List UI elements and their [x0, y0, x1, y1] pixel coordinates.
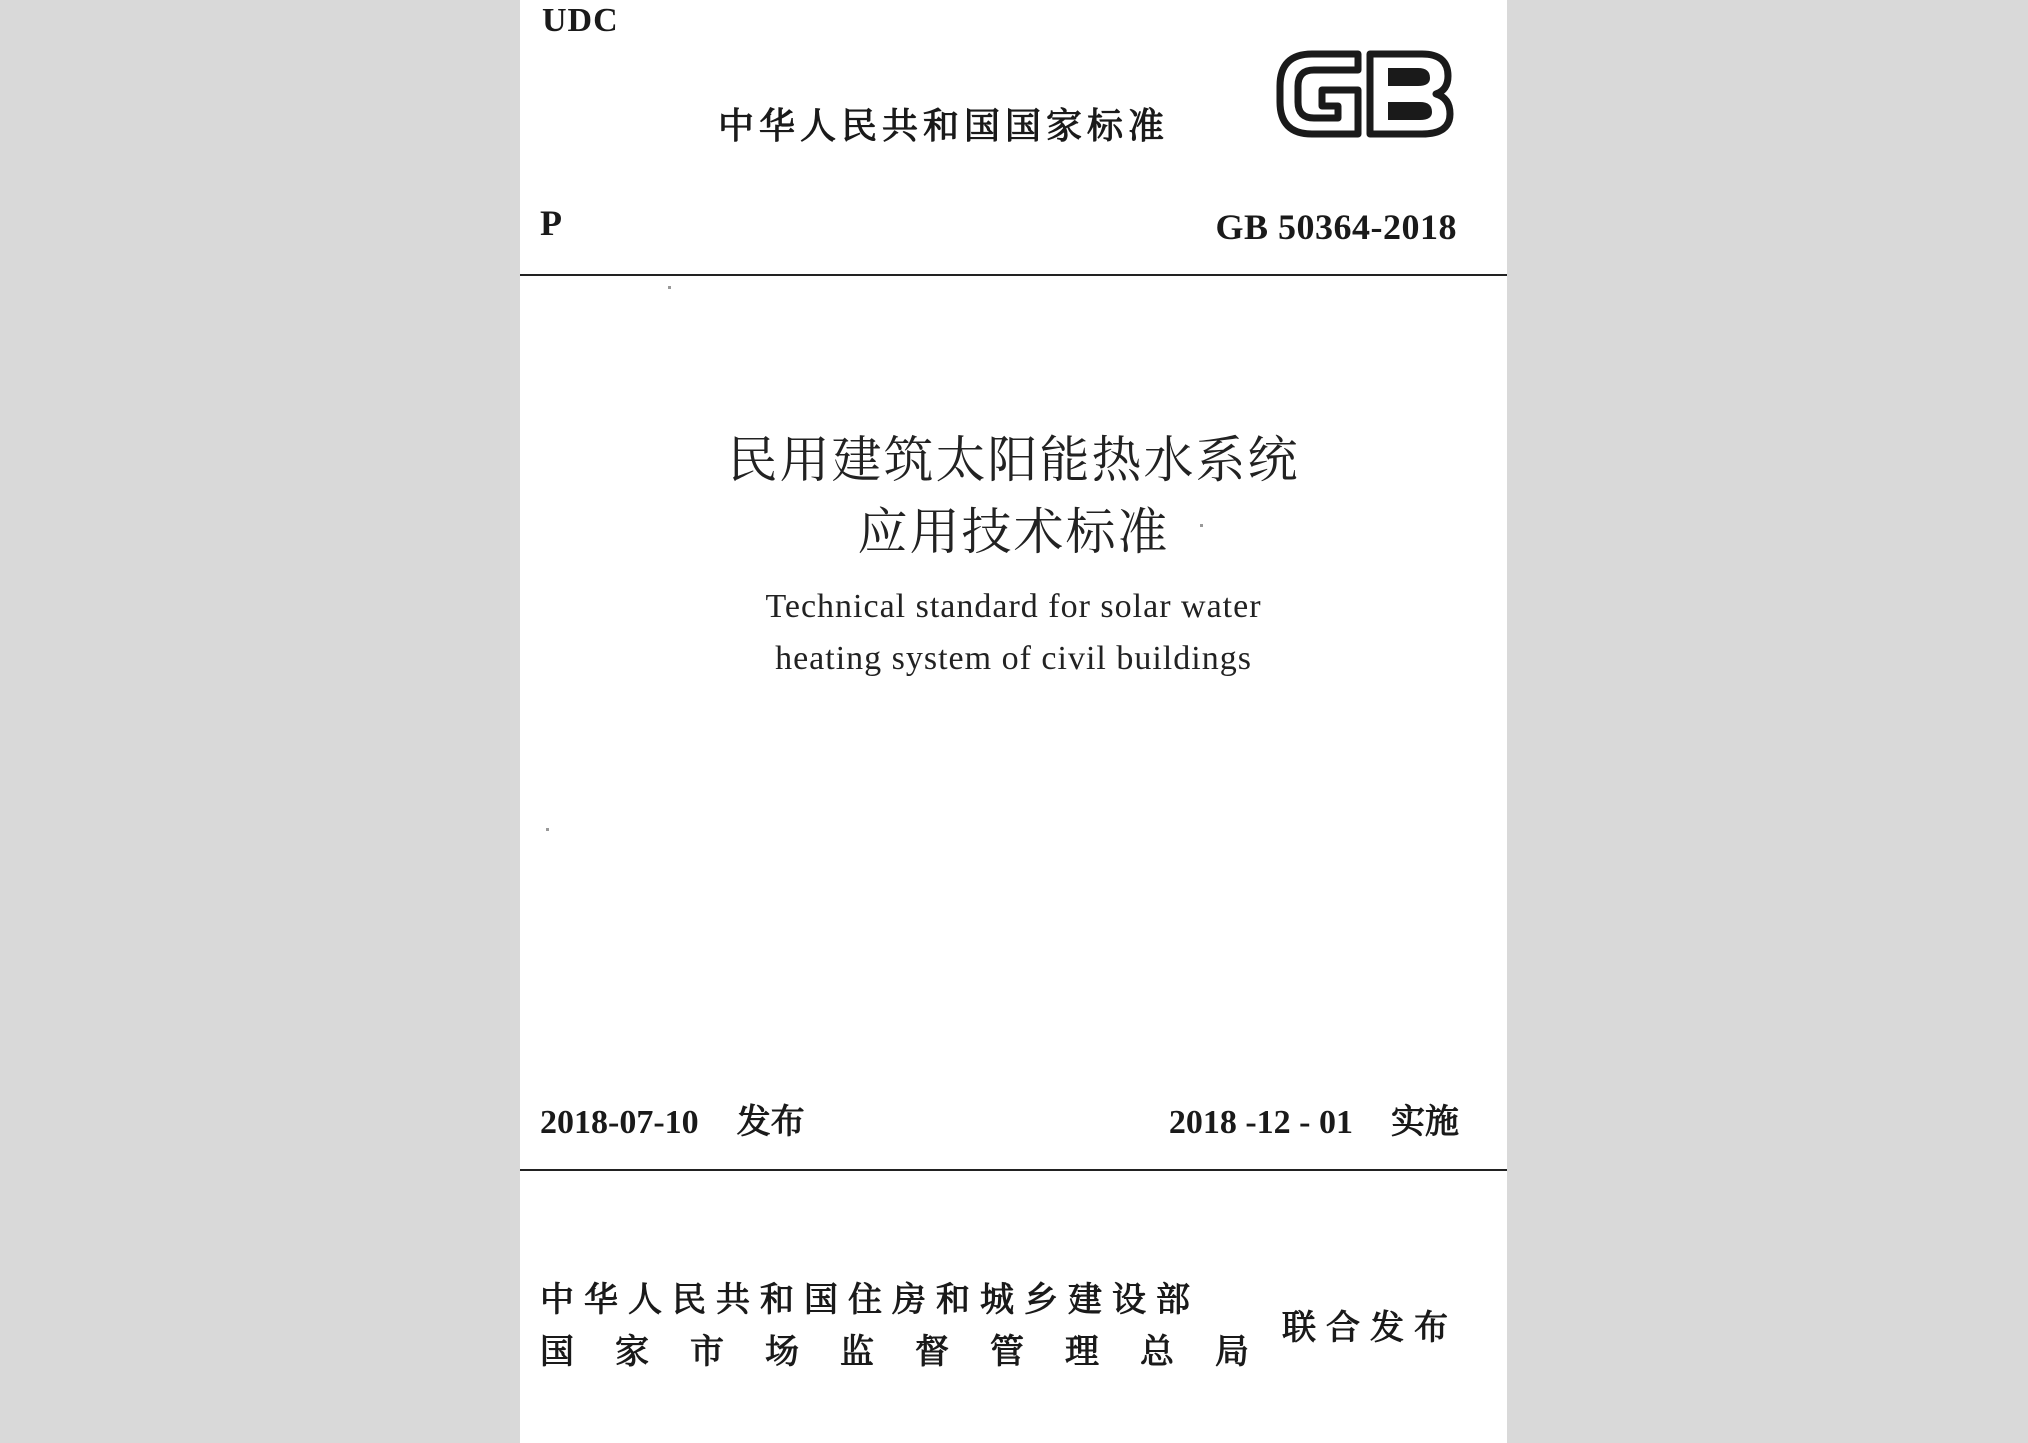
standard-number: GB 50364-2018 — [1215, 207, 1457, 247]
gb-logo-icon — [1272, 46, 1458, 142]
issuer-administration: 国家市场监督管理总局 — [540, 1332, 1290, 1372]
effective-date-block — [1169, 1094, 1459, 1143]
document-cover — [520, 0, 1507, 1443]
title-chinese-line2: 应用技术标准 — [857, 503, 1170, 561]
udc-label: UDC — [542, 2, 619, 39]
scan-speck — [546, 828, 549, 831]
national-standard-heading: 中华人民共和国国家标准 — [718, 106, 1170, 147]
issue-date: 2018-07-10 — [540, 1104, 699, 1141]
classification-code: P — [540, 203, 562, 243]
title-english-line2: heating system of civil buildings — [775, 640, 1252, 677]
issue-label: 发布 — [736, 1102, 805, 1142]
issue-date-block — [540, 1094, 805, 1143]
title-chinese-line1: 民用建筑太阳能热水系统 — [727, 431, 1300, 489]
issuer-ministry: 中华人民共和国住房和城乡建设部 — [540, 1280, 1200, 1320]
bottom-divider — [520, 1169, 1507, 1171]
effective-date: 2018 -12 - 01 — [1168, 1104, 1353, 1141]
effective-label: 实施 — [1391, 1102, 1459, 1142]
scan-speck — [668, 286, 671, 289]
joint-issue-label: 联合发布 — [1282, 1308, 1458, 1348]
title-english-line1: Technical standard for solar water — [765, 588, 1262, 625]
top-divider — [520, 274, 1507, 276]
